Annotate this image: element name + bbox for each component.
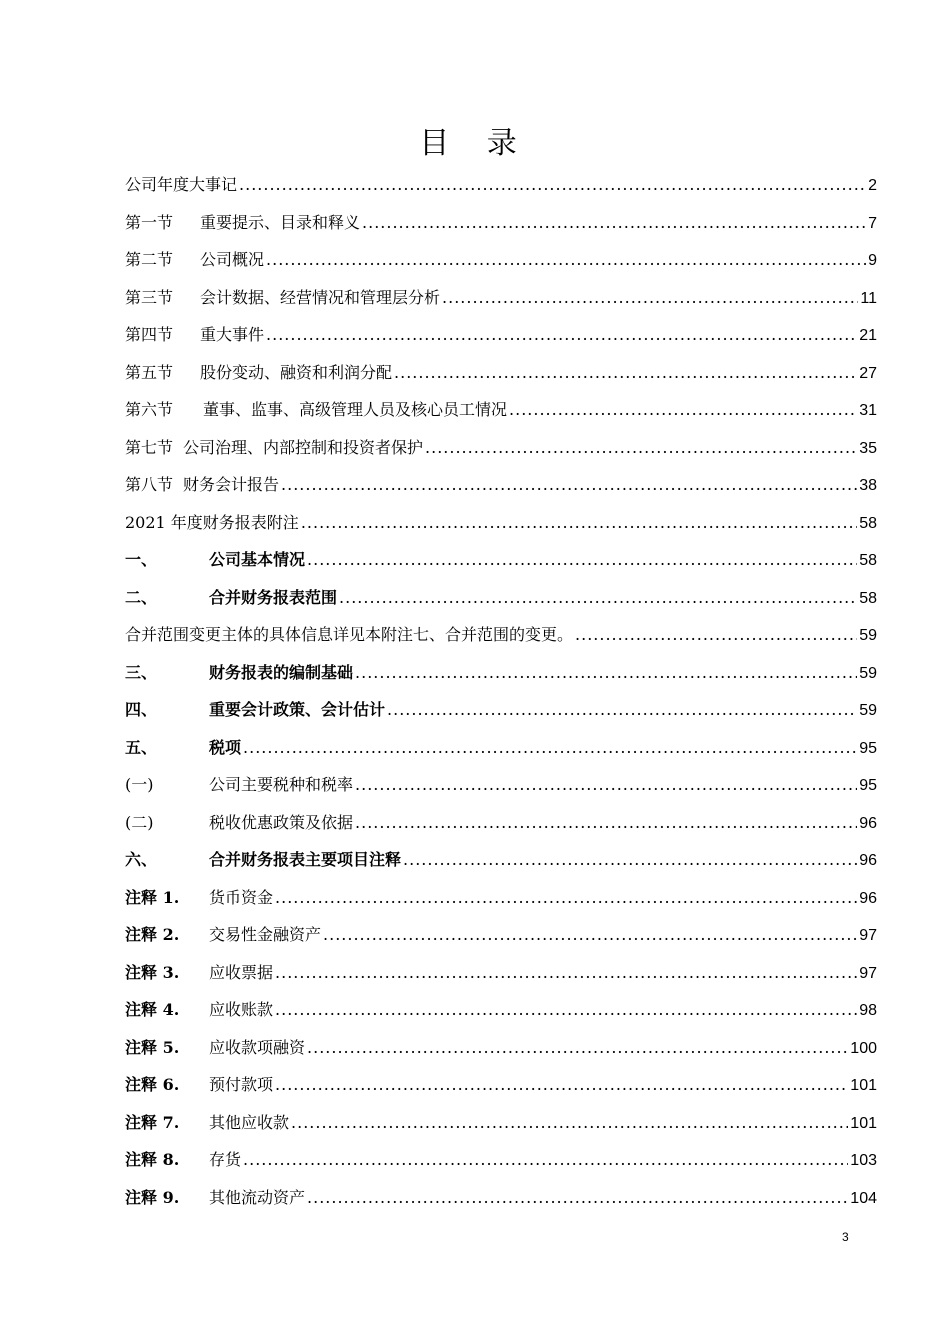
toc-entry-label: 2021 年度财务报表附注 — [125, 512, 299, 532]
toc-note-number: 注释 9. — [125, 1187, 180, 1207]
toc-note-number: 注释 6. — [125, 1075, 180, 1094]
toc-entry[interactable] — [125, 691, 877, 729]
toc-entry-label: 公司年度大事记 — [125, 175, 238, 194]
toc-entry-label: 合并范围变更主体的具体信息详见本附注七、合并范围的变更。 — [125, 625, 574, 644]
toc-entry[interactable] — [125, 1179, 877, 1217]
toc-section-number: 一、 — [125, 550, 158, 569]
toc-entry-title: 重要提示、目录和释义 — [200, 212, 361, 232]
toc-entry[interactable] — [125, 316, 877, 354]
toc-entry[interactable] — [125, 991, 877, 1029]
toc-page-number: 97 — [859, 964, 877, 982]
toc-note-number: 注释 4. — [125, 1000, 180, 1019]
toc-entry[interactable] — [125, 391, 877, 429]
toc-leader-dots — [509, 391, 857, 429]
toc-section-number: 第三节 — [125, 287, 174, 307]
toc-section-number: 第一节 — [125, 212, 174, 232]
toc-page-number: 11 — [860, 289, 877, 307]
toc-entry[interactable] — [125, 916, 877, 954]
toc-section-number: 第四节 — [125, 325, 174, 344]
toc-entry-title: 公司主要税种和税率 — [209, 775, 354, 794]
toc-leader-dots — [275, 954, 857, 992]
toc-entry-title: 合并财务报表范围 — [209, 587, 338, 607]
toc-page-number: 58 — [859, 552, 877, 569]
toc-entry[interactable] — [125, 766, 877, 804]
toc-page-number: 27 — [859, 364, 877, 382]
toc-leader-dots — [266, 316, 857, 354]
toc-entry[interactable] — [125, 279, 877, 317]
toc-page-number: 31 — [859, 402, 877, 419]
toc-leader-dots — [301, 504, 857, 542]
toc-page-number: 96 — [859, 814, 877, 832]
toc-page-number: 2 — [868, 177, 877, 194]
toc-leader-dots — [339, 579, 857, 617]
toc-entry-title: 公司基本情况 — [209, 550, 306, 569]
toc-section-number: 第八节 — [125, 475, 174, 494]
toc-entry-title: 董事、监事、高级管理人员及核心员工情况 — [203, 400, 508, 419]
toc-entry-title: 公司治理、内部控制和投资者保护 — [183, 437, 424, 457]
page-number: 3 — [842, 1230, 849, 1244]
toc-leader-dots — [243, 1141, 848, 1179]
toc-page-number: 58 — [859, 589, 877, 607]
toc-note-number: 注释 7. — [125, 1112, 180, 1132]
toc-page-number: 95 — [859, 739, 877, 757]
toc-leader-dots — [387, 691, 857, 729]
toc-entry-title: 财务会计报告 — [183, 475, 280, 494]
toc-entry-title: 应收票据 — [209, 962, 274, 982]
toc-leader-dots — [243, 729, 857, 767]
toc-page-number: 97 — [859, 927, 877, 944]
toc-entry-title: 应收账款 — [209, 1000, 274, 1019]
toc-leader-dots — [275, 991, 857, 1029]
table-of-contents — [125, 166, 877, 1216]
toc-entry[interactable] — [125, 466, 877, 504]
toc-page-number: 103 — [850, 1152, 877, 1169]
toc-note-number: 注释 2. — [125, 925, 180, 944]
toc-note-number: 注释 8. — [125, 1150, 180, 1169]
toc-leader-dots — [355, 804, 857, 842]
toc-entry[interactable] — [125, 616, 877, 654]
toc-section-number: 五、 — [125, 737, 158, 757]
toc-entry[interactable] — [125, 954, 877, 992]
toc-entry-title: 其他流动资产 — [209, 1187, 306, 1207]
toc-section-number: (二) — [125, 812, 154, 832]
toc-page-number: 59 — [859, 664, 877, 682]
toc-section-number: 六、 — [125, 850, 158, 869]
toc-entry-title: 存货 — [209, 1150, 242, 1169]
toc-page-number: 35 — [859, 439, 877, 457]
toc-section-number: 三、 — [125, 662, 158, 682]
toc-leader-dots — [275, 1066, 848, 1104]
toc-entry-title: 交易性金融资产 — [209, 925, 322, 944]
toc-entry[interactable] — [125, 804, 877, 842]
toc-entry-title: 股份变动、融资和利润分配 — [200, 362, 393, 382]
toc-entry[interactable] — [125, 429, 877, 467]
toc-note-number: 注释 3. — [125, 962, 180, 982]
toc-section-number: 第二节 — [125, 250, 174, 269]
toc-leader-dots — [266, 241, 866, 279]
toc-entry[interactable] — [125, 841, 877, 879]
toc-entry[interactable] — [125, 1141, 877, 1179]
toc-page-number: 59 — [859, 627, 877, 644]
toc-page-number: 104 — [850, 1189, 877, 1207]
toc-entry[interactable] — [125, 241, 877, 279]
toc-page-number: 96 — [859, 852, 877, 869]
toc-section-number: (一) — [125, 775, 154, 794]
toc-leader-dots — [355, 654, 857, 692]
toc-entry[interactable] — [125, 1029, 877, 1067]
toc-entry-title: 公司概况 — [200, 250, 265, 269]
toc-page-number: 101 — [850, 1114, 877, 1132]
toc-entry-title: 合并财务报表主要项目注释 — [209, 850, 402, 869]
toc-page-number: 38 — [859, 477, 877, 494]
toc-entry-title: 应收款项融资 — [209, 1037, 306, 1057]
toc-leader-dots — [307, 1029, 848, 1067]
toc-section-number: 第六节 — [125, 400, 174, 419]
toc-leader-dots — [307, 541, 857, 579]
toc-note-number: 注释 1. — [125, 887, 180, 907]
toc-entry-title: 会计数据、经营情况和管理层分析 — [200, 287, 441, 307]
toc-page-number: 98 — [859, 1002, 877, 1019]
toc-page-number: 21 — [859, 327, 877, 344]
toc-entry[interactable] — [125, 879, 877, 917]
toc-section-number: 四、 — [125, 700, 158, 719]
toc-leader-dots — [275, 879, 857, 917]
toc-entry[interactable] — [125, 729, 877, 767]
toc-entry-title: 重大事件 — [200, 325, 265, 344]
toc-leader-dots — [403, 841, 857, 879]
toc-leader-dots — [291, 1104, 848, 1142]
toc-leader-dots — [323, 916, 857, 954]
toc-entry-title: 重要会计政策、会计估计 — [209, 700, 386, 719]
toc-page-number: 95 — [859, 777, 877, 794]
toc-entry[interactable] — [125, 166, 877, 204]
toc-entry[interactable] — [125, 579, 877, 617]
toc-page-number: 9 — [868, 252, 877, 269]
toc-page-number: 100 — [850, 1039, 877, 1057]
toc-entry[interactable] — [125, 541, 877, 579]
toc-entry[interactable] — [125, 1066, 877, 1104]
toc-entry[interactable] — [125, 504, 877, 542]
toc-entry-title: 其他应收款 — [209, 1112, 290, 1132]
toc-entry[interactable] — [125, 204, 877, 242]
toc-entry-title: 货币资金 — [209, 887, 274, 907]
toc-entry[interactable] — [125, 354, 877, 392]
toc-leader-dots — [442, 279, 858, 317]
toc-page-number: 96 — [859, 889, 877, 907]
toc-leader-dots — [307, 1179, 848, 1217]
toc-entry[interactable] — [125, 1104, 877, 1142]
toc-leader-dots — [362, 204, 866, 242]
toc-entry-title: 税收优惠政策及依据 — [209, 812, 354, 832]
toc-entry[interactable] — [125, 654, 877, 692]
toc-note-number: 注释 5. — [125, 1037, 180, 1057]
toc-section-number: 二、 — [125, 587, 158, 607]
toc-page-number: 58 — [859, 514, 877, 532]
toc-leader-dots — [575, 616, 857, 654]
toc-entry-title: 税项 — [209, 737, 242, 757]
toc-leader-dots — [425, 429, 857, 467]
toc-leader-dots — [281, 466, 857, 504]
toc-section-number: 第七节 — [125, 437, 174, 457]
toc-entry-title: 预付款项 — [209, 1075, 274, 1094]
toc-entry-title: 财务报表的编制基础 — [209, 662, 354, 682]
page-title: 目 录 — [419, 126, 531, 161]
toc-page-number: 7 — [868, 214, 877, 232]
toc-page-number: 101 — [850, 1077, 877, 1094]
toc-leader-dots — [239, 166, 866, 204]
toc-section-number: 第五节 — [125, 362, 174, 382]
toc-page-number: 59 — [859, 702, 877, 719]
toc-leader-dots — [394, 354, 857, 392]
toc-leader-dots — [355, 766, 857, 804]
